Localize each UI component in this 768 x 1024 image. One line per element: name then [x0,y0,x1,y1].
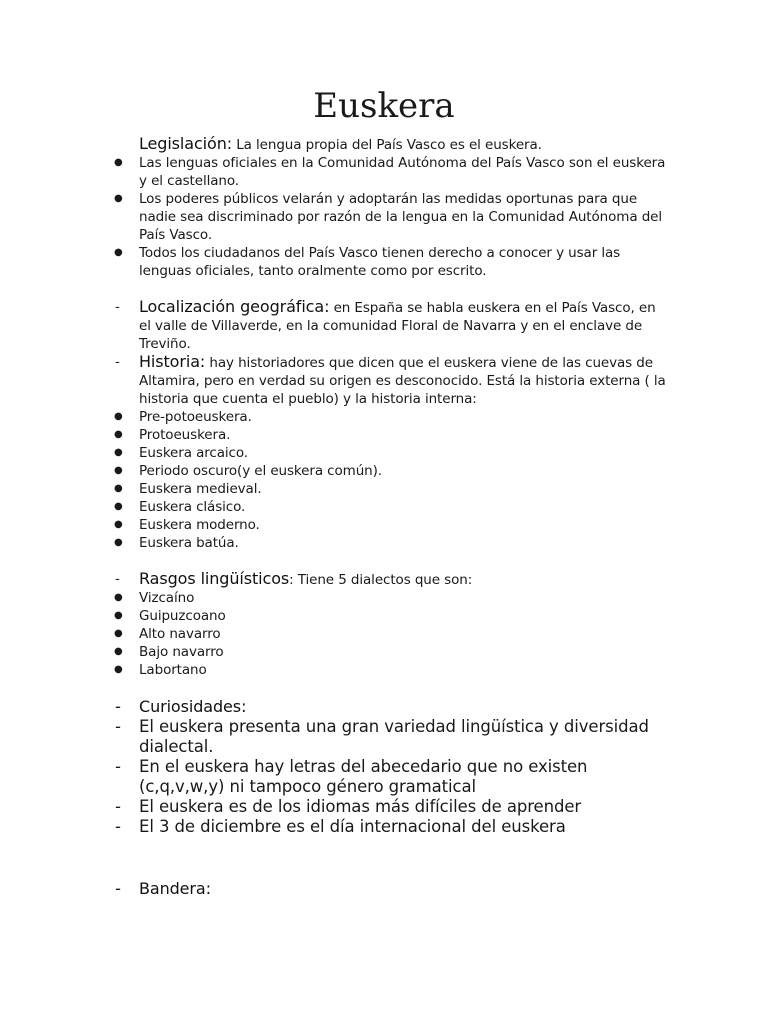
list-item [110,589,670,607]
dash-marker: - [115,717,121,736]
list-item [110,408,670,426]
list-item-text: Periodo oscuro(y el euskera común). [139,463,382,479]
bandera-heading-row [110,879,670,899]
list-item [110,498,670,516]
list-item-text: Euskera medieval. [139,481,262,497]
curiosidades-colon: : [241,697,247,716]
dash-marker: - [115,757,121,776]
bandera-colon: : [205,879,212,898]
legislacion-heading: Legislación: [139,134,233,153]
list-item [110,717,670,757]
list-item [110,757,670,797]
dash-marker: - [115,879,121,898]
legislacion-paragraph [110,135,670,154]
list-item [110,462,670,480]
list-item-text: Euskera arcaico. [139,445,248,461]
bullet-marker: ● [114,411,123,422]
bullet-marker: ● [114,483,123,494]
list-item-text: El 3 de diciembre es el día internacional del euskera [139,817,566,836]
historia-text: hay historiadores que dicen que el euskera viene de las cuevas de Altamira, pero en verdad su origen es desconocido. Está la historia externa ( la historia que cuenta el pueblo) y la historia interna: [139,355,666,407]
list-item [110,643,670,661]
list-item [110,625,670,643]
list-item-text: Euskera moderno. [139,517,260,533]
historia-heading: Historia: [139,352,206,371]
rasgos-text: : Tiene 5 dialectos que son: [289,572,473,588]
list-item-text: Alto navarro [139,626,221,642]
list-item [110,661,670,679]
bullet-marker: ● [114,447,123,458]
dash-marker: - [115,571,120,587]
list-item [110,244,670,280]
list-item-text: Las lenguas oficiales en la Comunidad Autónoma del País Vasco son el euskera y el castellano. [139,155,666,189]
dash-marker: - [115,354,120,370]
list-item-text: Labortano [139,662,207,678]
bullet-marker: ● [114,501,123,512]
rasgos-heading: Rasgos lingüísticos [139,569,290,588]
bullet-marker: ● [114,537,123,548]
list-item-text: Los poderes públicos velarán y adoptarán las medidas oportunas para que nadie sea discriminado por razón de la lengua en la Comunidad Autónoma del País Vasco. [139,191,663,243]
curiosidades-heading: Curiosidades [139,697,242,716]
list-item-text: Pre-potoeuskera. [139,409,252,425]
list-item [110,534,670,552]
dash-marker: - [115,697,121,716]
bullet-marker: ● [114,519,123,530]
bullet-marker: ● [114,157,123,168]
bullet-marker: ● [114,646,123,657]
list-item [110,444,670,462]
rasgos-paragraph [110,570,670,589]
bullet-marker: ● [114,247,123,258]
list-item [110,154,670,190]
list-item [110,607,670,625]
bullet-marker: ● [114,193,123,204]
document-title: Euskera [313,86,455,126]
list-item-text: El euskera presenta una gran variedad lingüística y diversidad dialectal. [139,717,649,756]
list-item [110,817,670,837]
list-item-text: Vizcaíno [139,590,195,606]
dash-marker: - [115,299,120,315]
localizacion-heading: Localización geográfica: [139,297,330,316]
list-item-text: Euskera clásico. [139,499,246,515]
list-item-text: Todos los ciudadanos del País Vasco tienen derecho a conocer y usar las lenguas oficiales, tanto oralmente como por escrito. [139,245,621,279]
bullet-marker: ● [114,664,123,675]
legislacion-text: La lengua propia del País Vasco es el euskera. [232,137,542,153]
list-item [110,516,670,534]
localizacion-paragraph [110,298,670,353]
list-item [110,797,670,817]
bullet-marker: ● [114,429,123,440]
list-item [110,480,670,498]
bandera-heading: Bandera [139,879,206,898]
bullet-marker: ● [114,628,123,639]
list-item-text: Bajo navarro [139,644,224,660]
list-item-text: El euskera es de los idiomas más difíciles de aprender [139,797,582,816]
bullet-marker: ● [114,610,123,621]
bullet-marker: ● [114,465,123,476]
dash-marker: - [115,817,121,836]
bullet-marker: ● [114,592,123,603]
curiosidades-heading-row [110,697,670,717]
list-item [110,426,670,444]
dash-marker: - [115,797,121,816]
list-item [110,190,670,244]
list-item-text: Guipuzcoano [139,608,226,624]
historia-paragraph [110,353,670,408]
localizacion-text: en España se habla euskera en el País Vasco, en el valle de Villaverde, en la comunidad Floral de Navarra y en el enclave de Treviño. [139,300,656,352]
document-body [110,135,670,899]
list-item-text: Protoeuskera. [139,427,231,443]
list-item-text: Euskera batúa. [139,535,239,551]
list-item-text: En el euskera hay letras del abecedario que no existen (c,q,v,w,y) ni tampoco género gramatical [139,757,588,796]
